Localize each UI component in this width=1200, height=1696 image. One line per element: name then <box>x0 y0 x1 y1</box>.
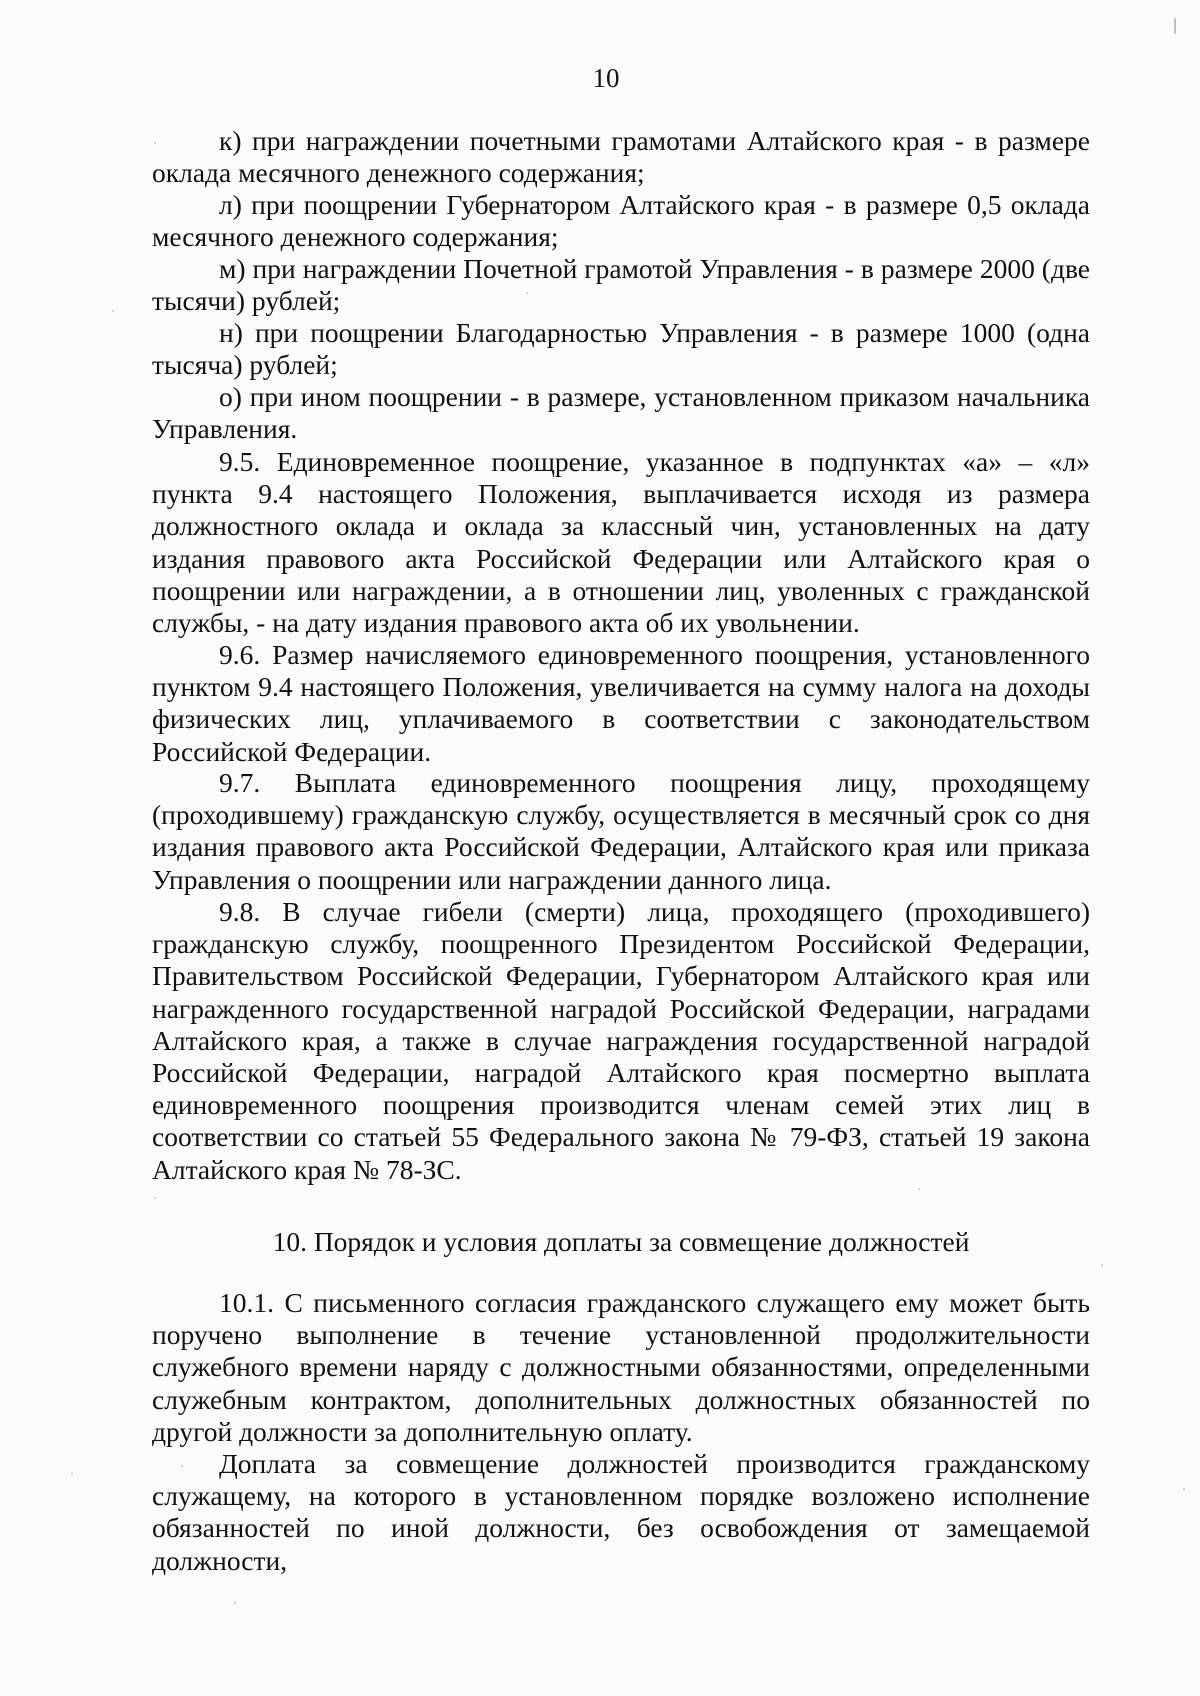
paragraph-9-5 <box>152 446 1090 639</box>
scan-speck <box>154 142 156 144</box>
section-10-title: 10. Порядок и условия доплаты за совмещение должностей <box>272 1226 970 1257</box>
paragraph-10-1 <box>152 1287 1090 1448</box>
paragraph-k <box>152 125 1090 189</box>
scan-speck <box>154 1197 156 1199</box>
paragraph-9-6 <box>152 639 1090 768</box>
paragraph-9-8-text: 9.8. В случае гибели (смерти) лица, проходящего (проходившего) гражданскую службу, поощренного Президентом Российской Федерации, Правительством Российской Федерации, Губернатором Алтайского края или награжденного государственной наградой Российской Федерации, наградами Алтайского края, а также в случае награждения государственной наградой Российской Федерации, наградой Алтайского края посмертно выплата единовременного поощрения производится членам семей этих лиц в соответствии со статьей 55 Федерального закона № 79-ФЗ, статьей 19 закона Алтайского края № 78-ЗС. <box>152 896 1090 1185</box>
paragraph-9-8 <box>152 896 1090 1186</box>
paragraph-l <box>152 189 1090 253</box>
paragraph-m-text: м) при награждении Почетной грамотой Управления - в размере 2000 (две тысячи) рублей; <box>152 253 1090 317</box>
paragraph-9-7 <box>152 767 1090 896</box>
paragraph-9-7-text: 9.7. Выплата единовременного поощрения лицу, проходящему (проходившему) гражданскую службу, осуществляется в месячный срок со дня издания правового акта Российской Федерации, Алтайского края или приказа Управления о поощрении или награждении данного лица. <box>152 767 1090 895</box>
scan-speck <box>918 1188 920 1190</box>
scan-speck <box>181 1465 183 1467</box>
paragraph-n <box>152 317 1090 381</box>
paragraph-10-1-continuation-text: Доплата за совмещение должностей производится гражданскому служащему, на которого в установленном порядке возложено исполнение обязанностей по иной должности, без освобождения от замещаемой должности, <box>152 1448 1090 1576</box>
paragraph-m <box>152 253 1090 317</box>
scan-speck <box>1101 1264 1103 1266</box>
scan-speck <box>526 292 528 294</box>
paragraph-9-5-text: 9.5. Единовременное поощрение, указанное в подпунктах «а» – «л» пункта 9.4 настоящего Положения, выплачивается исходя из размера должностного оклада и оклада за классный чин, установленных на дату издания правового акта Российской Федерации или Алтайского края о поощрении или награждении, а в отношении лиц, уволенных с гражданской службы, - на дату издания правового акта об их увольнении. <box>152 446 1090 639</box>
scan-speck <box>112 310 114 312</box>
scan-speck <box>71 1473 73 1475</box>
paragraph-o <box>152 381 1090 445</box>
paragraph-10-1-continuation <box>152 1448 1090 1577</box>
scan-speck <box>234 1602 236 1604</box>
scan-speck <box>1174 18 1176 34</box>
paragraph-10-1-text: 10.1. С письменного согласия гражданского служащего ему может быть поручено выполнение в течение установленной продолжительности служебного времени наряду с должностными обязанностями, определенными служебным контрактом, дополнительных должностных обязанностей по другой должности за дополнительную оплату. <box>152 1287 1090 1447</box>
paragraph-o-text: о) при ином поощрении - в размере, установленном приказом начальника Управления. <box>152 381 1090 445</box>
page-number: 10 <box>592 63 620 93</box>
paragraph-n-text: н) при поощрении Благодарностью Управления - в размере 1000 (одна тысяча) рублей; <box>152 317 1090 381</box>
paragraph-k-text: к) при награждении почетными грамотами Алтайского края - в размере оклада месячного денежного содержания; <box>152 125 1090 189</box>
paragraph-9-6-text: 9.6. Размер начисляемого единовременного поощрения, установленного пунктом 9.4 настоящего Положения, увеличивается на сумму налога на доходы физических лиц, уплачиваемого в соответствии с законодательством Российской Федерации. <box>152 639 1090 767</box>
paragraph-l-text: л) при поощрении Губернатором Алтайского края - в размере 0,5 оклада месячного денежного содержания; <box>152 189 1090 253</box>
scan-speck <box>1183 1488 1185 1490</box>
